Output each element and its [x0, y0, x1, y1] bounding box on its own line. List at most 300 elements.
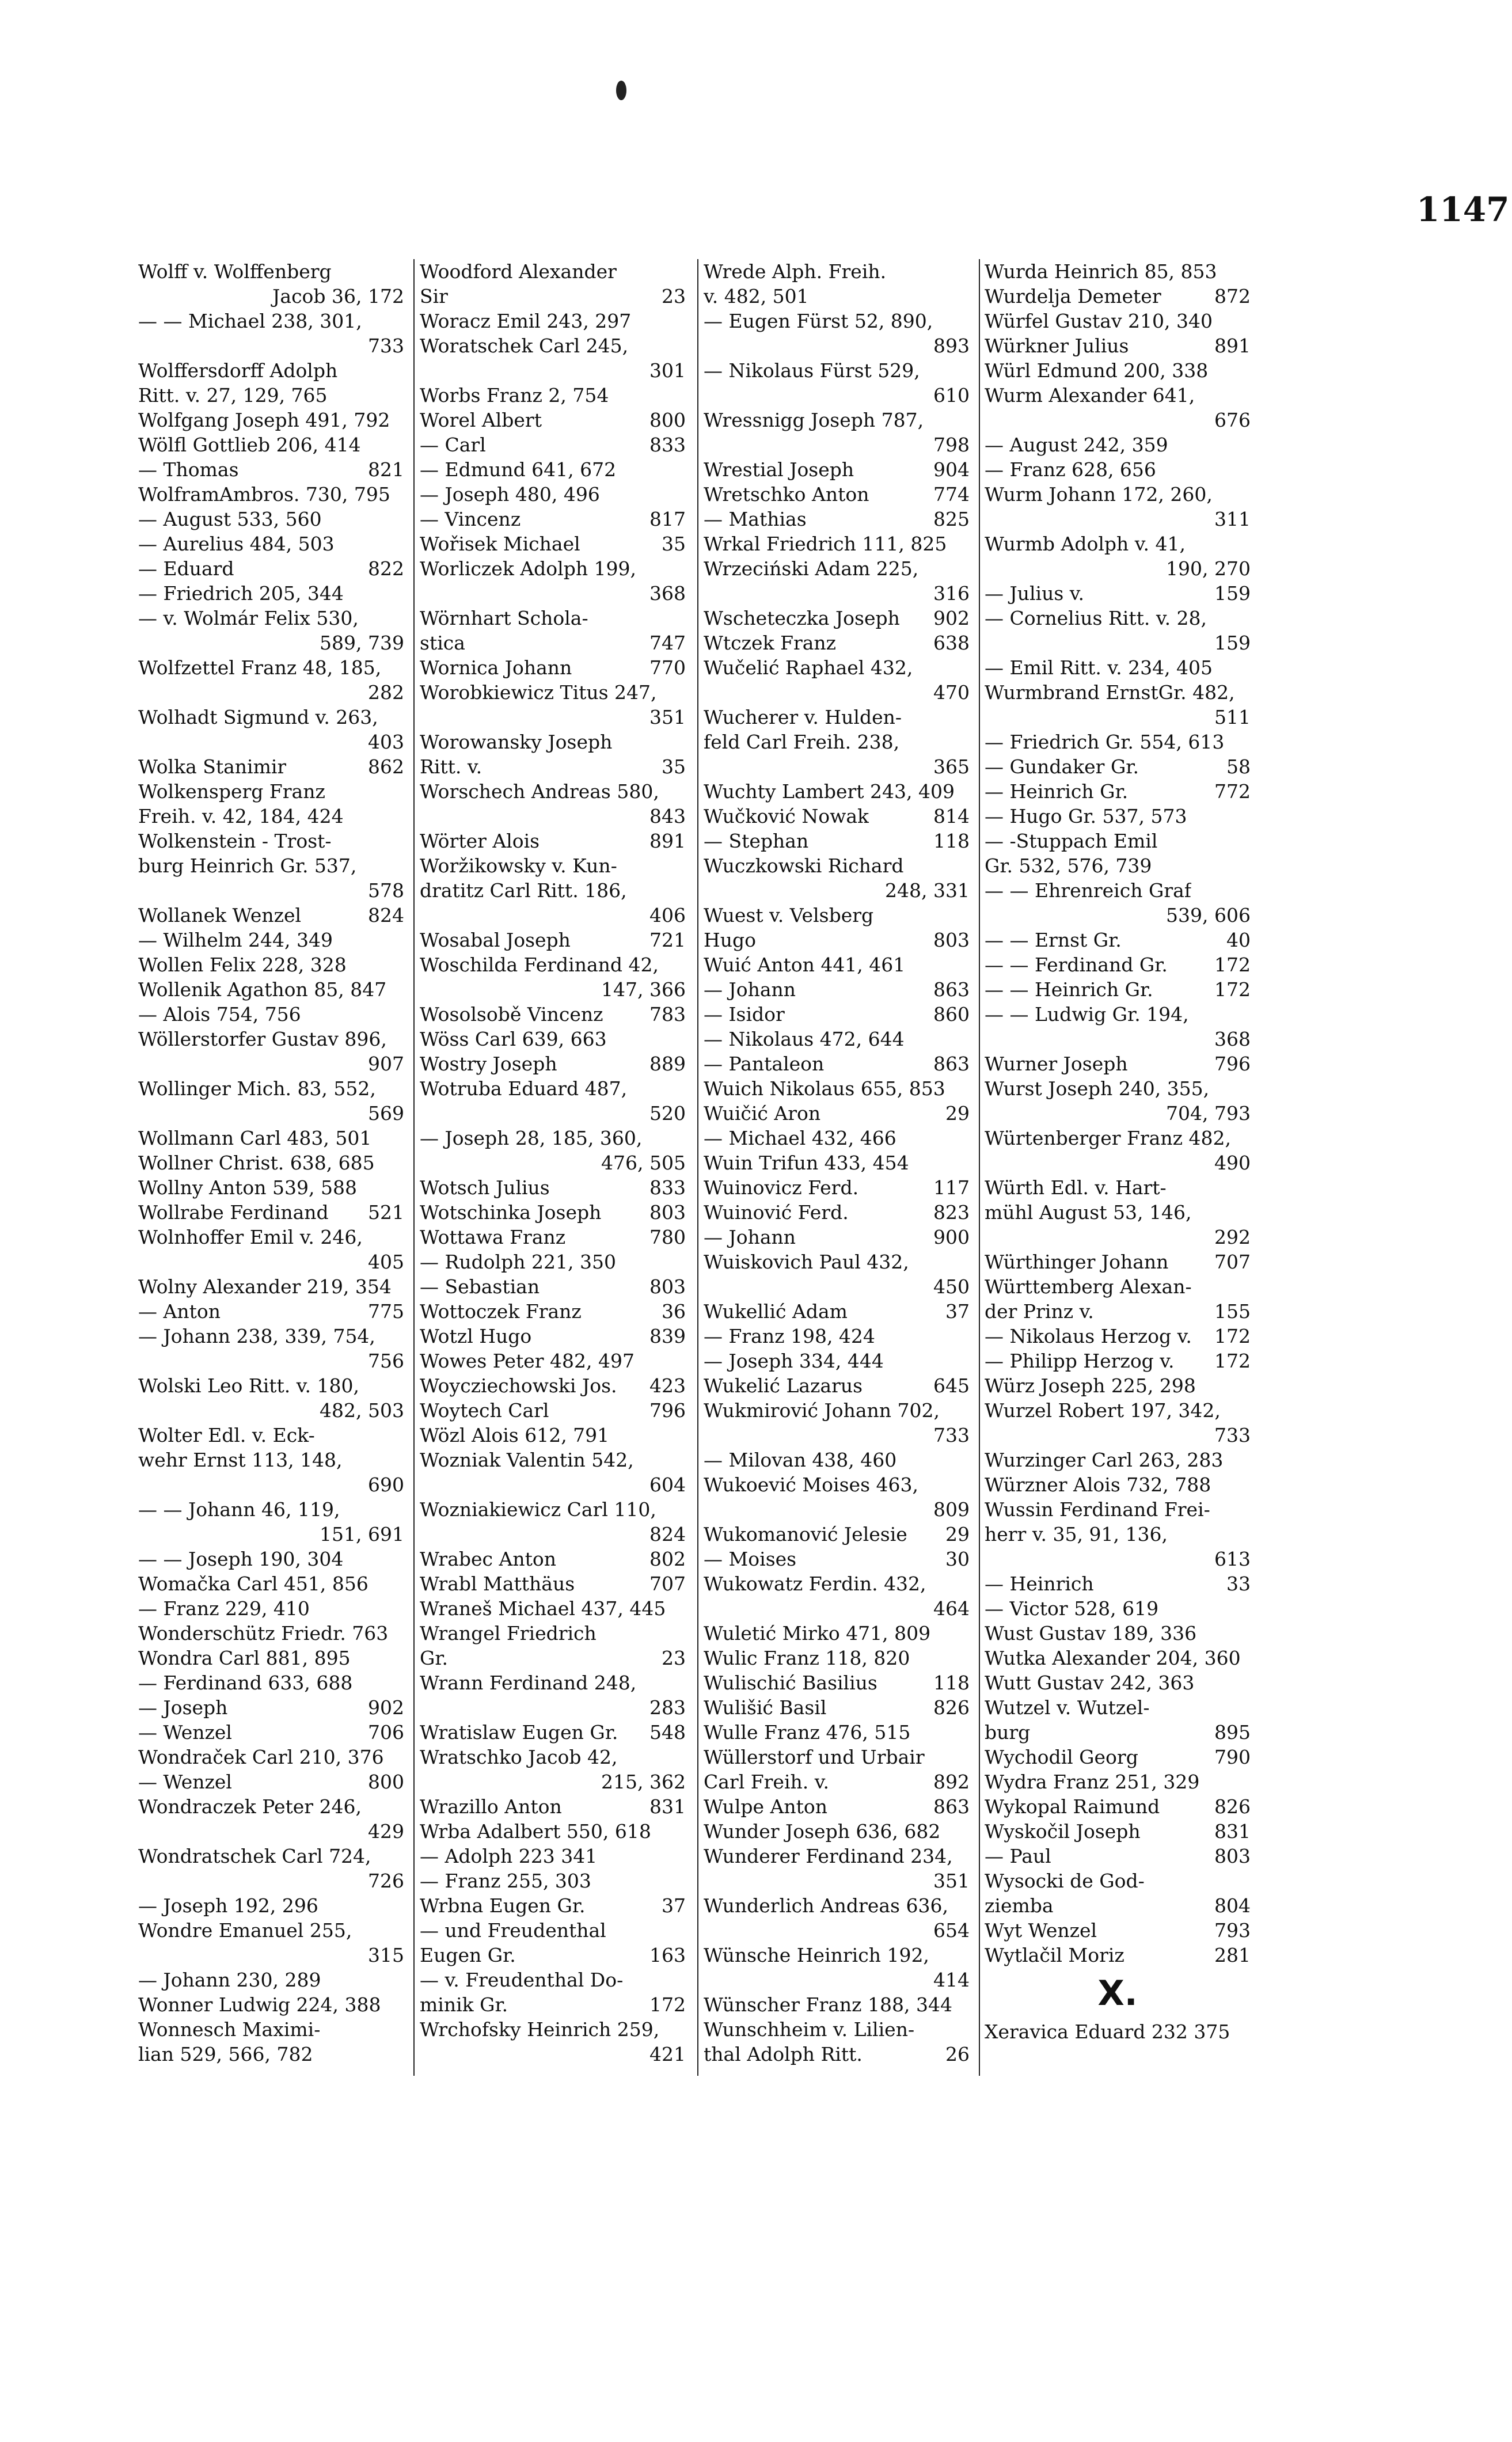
entry-pages: [401, 804, 404, 829]
entry-pages: 825: [933, 508, 970, 530]
entry-pages: 824: [368, 904, 404, 926]
entry-pages: [1247, 482, 1251, 507]
entry-name: Worschech Andreas 580,: [420, 780, 659, 803]
entry-pages: 172: [1214, 978, 1251, 1001]
entry-name: — Aurelius 484, 503: [138, 533, 335, 555]
entry-name: — Nikolaus Fürst 529,: [704, 359, 920, 382]
entry-pages: [1247, 1200, 1251, 1225]
entry-pages: 904: [933, 458, 970, 481]
entry-continuation: 282: [368, 681, 404, 704]
entry-name: — Joseph 192, 296: [138, 1894, 318, 1917]
entry-name: Worobkiewicz Titus 247,: [420, 681, 657, 704]
entry-pages: [682, 482, 686, 507]
entry-pages: [401, 1621, 404, 1646]
entry-name: Wuičić Aron: [704, 1102, 821, 1125]
index-column-1: [138, 259, 404, 2076]
entry-pages: [401, 1076, 404, 1101]
entry-name: — Eduard: [138, 557, 234, 580]
index-entry: [704, 705, 970, 730]
index-entry: [985, 1373, 1251, 1398]
entry-continuation: 654: [933, 1919, 970, 1942]
entry-pages: [401, 1002, 404, 1027]
entry-continuation: 907: [368, 1053, 404, 1075]
index-entry: [420, 928, 686, 952]
index-column-4: [985, 259, 1251, 2076]
entry-name: — v. Freudenthal Do-: [420, 1969, 624, 1991]
entry-continuation: 482, 503: [320, 1399, 404, 1422]
entry-continuation: 490: [1214, 1152, 1251, 1174]
index-entry: [985, 1844, 1251, 1868]
entry-name: — Sebastian: [420, 1275, 540, 1298]
entry-name: Wollen Felix 228, 328: [138, 954, 347, 976]
index-entry: [138, 1968, 404, 1992]
index-entry: [985, 1571, 1251, 1596]
entry-name: Wolski Leo Ritt. v. 180,: [138, 1374, 359, 1397]
entry-name: Wukomanović Jelesie: [704, 1523, 907, 1545]
entry-name: Wuiskovich Paul 432,: [704, 1251, 909, 1273]
entry-name: Wydra Franz 251, 329: [985, 1771, 1200, 1793]
ink-mark: [616, 81, 626, 100]
entry-name: Wytlačil Moriz: [985, 1944, 1124, 1966]
entry-name: Wurm Alexander 641,: [985, 384, 1195, 407]
entry-continuation: 613: [1214, 1548, 1251, 1570]
entry-continuation: 316: [933, 582, 970, 605]
index-entry: [985, 779, 1251, 804]
entry-continuation: 405: [368, 1251, 404, 1273]
entry-name: — Milovan 438, 460: [704, 1449, 897, 1471]
entry-name: — Heinrich: [985, 1573, 1094, 1595]
index-entry: [138, 309, 404, 333]
entry-pages: [682, 2017, 686, 2042]
index-column-3: [704, 259, 970, 2076]
index-entry: [704, 1349, 970, 1373]
entry-pages: [1247, 829, 1251, 853]
entry-continuation: 610: [933, 384, 970, 407]
entry-pages: [1247, 804, 1251, 829]
index-entry: [985, 878, 1251, 903]
index-entry: [985, 977, 1251, 1002]
index-entry: [420, 1918, 686, 1943]
entry-pages: [682, 1670, 686, 1695]
entry-pages: [966, 1349, 970, 1373]
entry-pages: [966, 655, 970, 680]
index-entry: [420, 730, 686, 754]
entry-pages: 159: [1214, 582, 1251, 605]
index-entry: [420, 1868, 686, 1893]
entry-continuation: 368: [1214, 1028, 1251, 1050]
entry-name: — Franz 255, 303: [420, 1870, 591, 1892]
entry-pages: 826: [1214, 1795, 1251, 1818]
entry-name: Woracz Emil 243, 297: [420, 310, 632, 332]
entry-pages: [401, 383, 404, 408]
index-entry: [138, 1002, 404, 1027]
entry-name: Würtenberger Franz 482,: [985, 1127, 1231, 1149]
entry-name: — — Joseph 190, 304: [138, 1548, 344, 1570]
entry-pages: 793: [1214, 1919, 1251, 1942]
entry-pages: 863: [933, 1053, 970, 1075]
entry-name: — Joseph 334, 444: [704, 1350, 884, 1372]
entry-pages: 796: [649, 1399, 686, 1422]
entry-continuation: 470: [933, 681, 970, 704]
entry-name: burg: [985, 1721, 1031, 1744]
entry-continuation: 351: [933, 1870, 970, 1892]
entry-pages: 707: [1214, 1251, 1251, 1273]
entry-name: Wollrabe Ferdinand: [138, 1201, 329, 1224]
entry-pages: [682, 1423, 686, 1448]
entry-pages: 862: [368, 755, 404, 778]
index-entry: [138, 507, 404, 531]
index-entry: [704, 1646, 970, 1670]
entry-pages: 155: [1214, 1300, 1251, 1323]
entry-continuation: 824: [649, 1523, 686, 1545]
entry-pages: 800: [368, 1771, 404, 1793]
entry-name: — — Ernst Gr.: [985, 929, 1122, 951]
index-entry: [420, 482, 686, 507]
entry-name: Carl Freih. v.: [704, 1771, 829, 1793]
index-entry: [704, 1472, 970, 1497]
entry-name: — Victor 528, 619: [985, 1597, 1159, 1620]
entry-pages: [682, 1596, 686, 1621]
entry-pages: [682, 1126, 686, 1150]
index-entry: [704, 606, 970, 631]
entry-name: — Eugen Fürst 52, 890,: [704, 310, 933, 332]
index-entry: [138, 1720, 404, 1745]
entry-name: Wolny Alexander 219, 354: [138, 1275, 392, 1298]
entry-name: Wussin Ferdinand Frei-: [985, 1498, 1210, 1521]
index-entry: [985, 1299, 1251, 1324]
entry-name: Wuest v. Velsberg: [704, 904, 874, 926]
entry-pages: [401, 1225, 404, 1250]
entry-pages: [966, 1943, 970, 1968]
entry-pages: 707: [649, 1573, 686, 1595]
index-entry: [138, 482, 404, 507]
index-entry: [138, 903, 404, 928]
entry-pages: [401, 1150, 404, 1175]
entry-name: — Joseph 480, 496: [420, 483, 600, 506]
entry-pages: 118: [933, 1672, 970, 1694]
entry-name: — Johann: [704, 978, 796, 1001]
entry-pages: [1247, 1126, 1251, 1150]
entry-name: — Carl: [420, 434, 486, 456]
index-entry: [704, 1893, 970, 1918]
entry-name: Wrzeciński Adam 225,: [704, 557, 919, 580]
entry-pages: [401, 853, 404, 878]
index-entry: [420, 1497, 686, 1522]
entry-continuation: 311: [1214, 508, 1251, 530]
entry-name: — Cornelius Ritt. v. 28,: [985, 607, 1207, 629]
index-entry: [704, 2042, 970, 2067]
entry-pages: [682, 259, 686, 284]
index-entry: [138, 655, 404, 680]
entry-pages: [682, 556, 686, 581]
index-entry: [704, 1522, 970, 1547]
entry-pages: [966, 1745, 970, 1769]
entry-name: Wunschheim v. Lilien-: [704, 2018, 915, 2041]
entry-name: Woycziechowski Jos.: [420, 1374, 617, 1397]
entry-name: Wtczek Franz: [704, 632, 837, 654]
entry-name: Wuić Anton 441, 461: [704, 954, 906, 976]
index-entry: [420, 2017, 686, 2042]
entry-name: Wonnesch Maximi-: [138, 2018, 321, 2041]
entry-pages: 423: [649, 1374, 686, 1397]
entry-name: — August 242, 359: [985, 434, 1168, 456]
entry-pages: 172: [1214, 1325, 1251, 1347]
entry-name: Wuin Trifun 433, 454: [704, 1152, 909, 1174]
index-entry: [985, 1200, 1251, 1225]
index-entry: [138, 1571, 404, 1596]
index-entry: [704, 1324, 970, 1349]
index-entry: [704, 1101, 970, 1126]
entry-continuation: 843: [649, 805, 686, 827]
entry-pages: [966, 705, 970, 730]
index-entry: [420, 952, 686, 977]
entry-name: Wondraczek Peter 246,: [138, 1795, 362, 1818]
entry-pages: [401, 1646, 404, 1670]
index-entry: [704, 1225, 970, 1250]
entry-name: Wurdelja Demeter: [985, 285, 1161, 307]
entry-name: — — Ludwig Gr. 194,: [985, 1003, 1189, 1026]
entry-pages: [1247, 878, 1251, 903]
entry-continuation: 520: [649, 1102, 686, 1125]
entry-pages: [401, 1027, 404, 1051]
entry-pages: [682, 1448, 686, 1472]
entry-pages: [966, 358, 970, 383]
section-letter: X.: [1097, 1973, 1138, 2014]
index-entry: [138, 457, 404, 482]
index-entry: [420, 1373, 686, 1398]
entry-pages: 817: [649, 508, 686, 530]
entry-pages: [966, 853, 970, 878]
index-entry: [420, 1621, 686, 1646]
entry-name: — Stephan: [704, 830, 809, 852]
index-entry: [138, 1423, 404, 1448]
index-entry: [985, 1943, 1251, 1968]
entry-name: — Philipp Herzog v.: [985, 1350, 1175, 1372]
entry-name: — Julius v.: [985, 582, 1084, 605]
entry-name: Wuczkowski Richard: [704, 854, 904, 877]
index-entry: [985, 1596, 1251, 1621]
entry-name: — Wenzel: [138, 1771, 232, 1793]
index-entry: [138, 1274, 404, 1299]
entry-pages: 833: [649, 1176, 686, 1199]
index-entry: [985, 680, 1251, 705]
entry-pages: 891: [649, 830, 686, 852]
index-entry: [985, 1051, 1251, 1076]
entry-pages: [966, 952, 970, 977]
entry-name: — Friedrich Gr. 554, 613: [985, 731, 1225, 753]
entry-name: Wulišić Basil: [704, 1696, 827, 1719]
entry-pages: 172: [649, 1993, 686, 2016]
entry-name: Wrabec Anton: [420, 1548, 556, 1570]
entry-name: Woytech Carl: [420, 1399, 549, 1422]
entry-name: Wukowatz Ferdin. 432,: [704, 1573, 926, 1595]
entry-pages: [401, 977, 404, 1002]
entry-pages: [682, 853, 686, 878]
entry-pages: 790: [1214, 1746, 1251, 1768]
entry-name: — Franz 628, 656: [985, 458, 1156, 481]
index-entry: [704, 730, 970, 754]
entry-name: Wünscher Franz 188, 344: [704, 1993, 952, 2016]
entry-pages: [966, 1126, 970, 1150]
index-entry: [985, 1720, 1251, 1745]
entry-continuation: 190, 270: [1166, 557, 1251, 580]
entry-pages: [401, 606, 404, 631]
index-entry: [985, 655, 1251, 680]
entry-name: Wollenik Agathon 85, 847: [138, 978, 387, 1001]
index-entry: [420, 1893, 686, 1918]
index-entry: [985, 730, 1251, 754]
entry-name: Wscheteczka Joseph: [704, 607, 900, 629]
entry-continuation: 704, 793: [1166, 1102, 1251, 1125]
index-entry: [985, 1175, 1251, 1200]
index-entry: [138, 1126, 404, 1150]
entry-pages: 780: [649, 1226, 686, 1248]
entry-continuation: 403: [368, 731, 404, 753]
index-entry: [420, 1423, 686, 1448]
entry-pages: [1247, 1868, 1251, 1893]
entry-pages: [966, 1324, 970, 1349]
index-entry: [420, 1992, 686, 2017]
index-entry: [704, 853, 970, 878]
index-entry: [985, 1250, 1251, 1274]
entry-pages: [966, 2017, 970, 2042]
entry-pages: [1247, 1695, 1251, 1720]
entry-name: Wukellić Adam: [704, 1300, 848, 1323]
entry-name: Würl Edmund 200, 338: [985, 359, 1209, 382]
index-entry: [420, 457, 686, 482]
entry-pages: [966, 1621, 970, 1646]
entry-pages: [401, 1373, 404, 1398]
index-entry: [985, 1324, 1251, 1349]
entry-name: Wunder Joseph 636, 682: [704, 1820, 941, 1843]
entry-name: — Johann: [704, 1226, 796, 1248]
entry-name: Wrkal Friedrich 111, 825: [704, 533, 947, 555]
index-entry: [138, 705, 404, 730]
entry-name: Womačka Carl 451, 856: [138, 1573, 368, 1595]
entry-pages: [682, 1745, 686, 1769]
index-entry: [420, 1126, 686, 1150]
entry-pages: 747: [649, 632, 686, 654]
entry-name: feld Carl Freih. 238,: [704, 731, 900, 753]
entry-pages: [966, 903, 970, 928]
entry-name: Wörnhart Schola-: [420, 607, 588, 629]
index-entry: [138, 1076, 404, 1101]
index-entry: [420, 1349, 686, 1373]
entry-name: — Nikolaus 472, 644: [704, 1028, 905, 1050]
index-entry: [138, 1225, 404, 1250]
index-entry: [138, 1027, 404, 1051]
index-entry: [985, 432, 1251, 457]
index-entry: [985, 1076, 1251, 1101]
index-entry: [138, 2042, 404, 2067]
index-entry: [138, 1448, 404, 1472]
entry-name: Worel Albert: [420, 409, 542, 431]
entry-name: Würz Joseph 225, 298: [985, 1374, 1196, 1397]
entry-continuation: 733: [368, 335, 404, 357]
entry-name: — Adolph 223 341: [420, 1845, 598, 1867]
index-entry: [985, 1349, 1251, 1373]
entry-pages: [682, 1844, 686, 1868]
entry-name: Wunderer Ferdinand 234,: [704, 1845, 953, 1867]
index-entry: [420, 1076, 686, 1101]
entry-pages: [682, 952, 686, 977]
entry-name: Wrazillo Anton: [420, 1795, 562, 1818]
entry-pages: 833: [649, 434, 686, 456]
index-entry: [138, 1497, 404, 1522]
entry-pages: 29: [945, 1102, 970, 1125]
index-entry: [420, 408, 686, 432]
entry-pages: 172: [1214, 1350, 1251, 1372]
index-entry: [138, 1373, 404, 1398]
index-entry: [985, 581, 1251, 606]
entry-name: Würfel Gustav 210, 340: [985, 310, 1213, 332]
entry-name: — Joseph: [138, 1696, 228, 1719]
entry-pages: [401, 1670, 404, 1695]
entry-name: — Thomas: [138, 458, 239, 481]
index-entry: [704, 1200, 970, 1225]
index-entry: [420, 1175, 686, 1200]
entry-name: Wolhadt Sigmund v. 263,: [138, 706, 378, 728]
index-entry: [704, 1076, 970, 1101]
entry-pages: [966, 1448, 970, 1472]
entry-pages: 37: [945, 1300, 970, 1323]
entry-name: ziemba: [985, 1894, 1054, 1917]
entry-name: Wressnigg Joseph 787,: [704, 409, 924, 431]
index-entry: [138, 2017, 404, 2042]
index-entry: [420, 1547, 686, 1571]
entry-pages: 163: [649, 1944, 686, 1966]
index-entry: [138, 977, 404, 1002]
entry-pages: [682, 383, 686, 408]
index-entry: [420, 507, 686, 531]
entry-pages: 23: [662, 1647, 686, 1669]
entry-pages: [401, 309, 404, 333]
entry-pages: [682, 779, 686, 804]
entry-continuation: 733: [933, 1424, 970, 1446]
entry-pages: 638: [933, 632, 970, 654]
entry-name: Wondraček Carl 210, 376: [138, 1746, 384, 1768]
entry-pages: [1247, 1497, 1251, 1522]
entry-pages: [401, 952, 404, 977]
index-entry: [704, 1695, 970, 1720]
index-entry: [138, 1670, 404, 1695]
entry-name: Wondra Carl 881, 895: [138, 1647, 351, 1669]
index-entry: [704, 1992, 970, 2017]
index-entry: [138, 754, 404, 779]
index-entry: [985, 358, 1251, 383]
entry-pages: 804: [1214, 1894, 1251, 1917]
entry-pages: 37: [662, 1894, 686, 1917]
entry-name: Eugen Gr.: [420, 1944, 516, 1966]
index-entry: [985, 1769, 1251, 1794]
entry-name: — Isidor: [704, 1003, 785, 1026]
entry-pages: [966, 1027, 970, 1051]
index-entry: [138, 804, 404, 829]
entry-name: — und Freudenthal: [420, 1919, 606, 1942]
entry-pages: [1247, 1398, 1251, 1423]
index-entry: [420, 1448, 686, 1472]
entry-pages: [1247, 383, 1251, 408]
index-entry: [420, 1745, 686, 1769]
index-entry: [138, 556, 404, 581]
entry-pages: [401, 2017, 404, 2042]
index-entry: [420, 1844, 686, 1868]
entry-continuation: 248, 331: [885, 879, 970, 902]
entry-name: Wöss Carl 639, 663: [420, 1028, 607, 1050]
entry-pages: [966, 309, 970, 333]
entry-name: Woschilda Ferdinand 42,: [420, 954, 659, 976]
index-entry: [704, 1844, 970, 1868]
